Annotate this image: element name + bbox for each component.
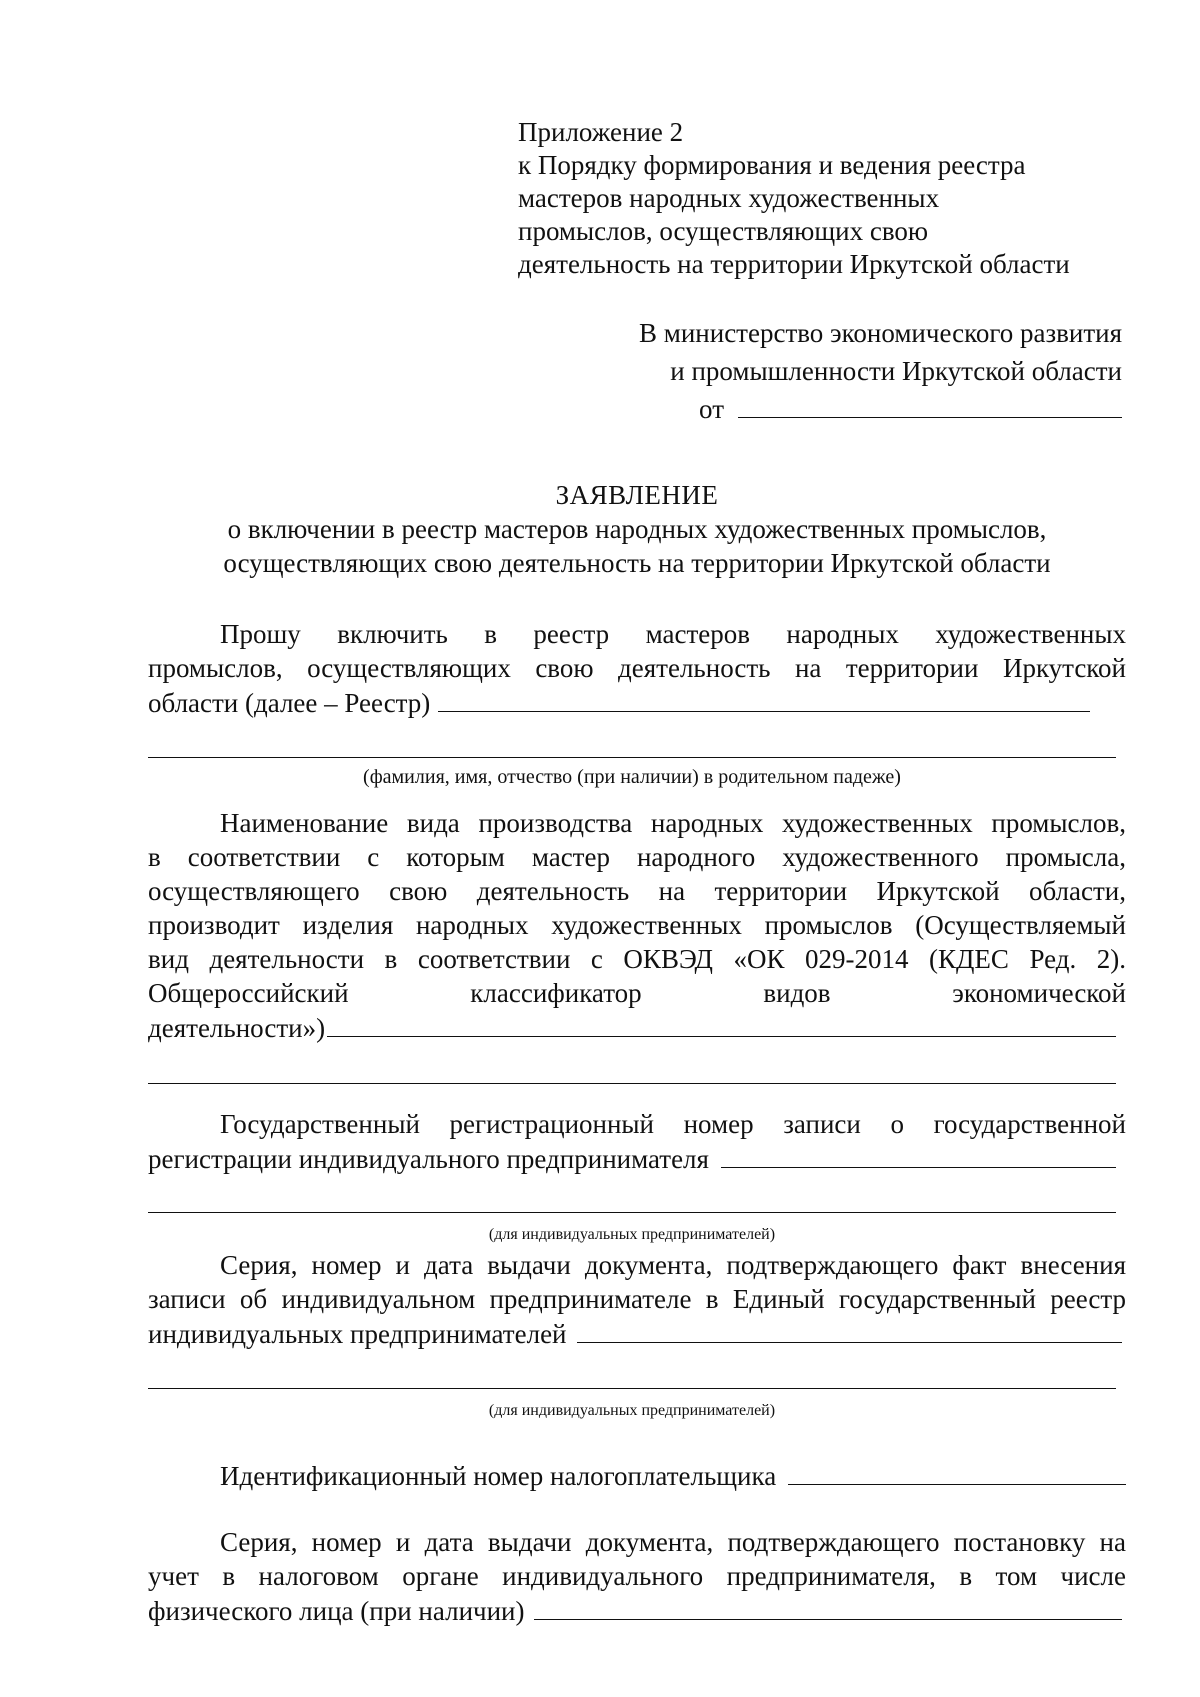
text-line-with-blank [148, 1316, 1126, 1351]
text-line: осуществляющего свою деятельность на территории Иркутской области, [148, 876, 1126, 906]
egrip-field-blank[interactable] [577, 1316, 1123, 1343]
text-line: производит изделия народных художественных промыслов (Осуществляемый [148, 910, 1126, 940]
paragraph-request [148, 617, 1126, 720]
appendix-header [518, 116, 1138, 281]
field-caption: (фамилия, имя, отчество (при наличии) в родительном падеже) [363, 766, 901, 788]
text-line: в соответствии с которым мастер народного художественного промысла, [148, 842, 1126, 872]
text-line: Идентификационный номер налогоплательщика [220, 1461, 777, 1491]
from-line [422, 390, 1122, 428]
activity-field-blank[interactable] [327, 1010, 1116, 1037]
text-line: деятельности») [148, 1013, 326, 1043]
title-block [148, 478, 1126, 580]
text-line: области (далее – Реестр) [148, 688, 431, 718]
text-line: Серия, номер и дата выдачи документа, подтверждающего факт внесения [220, 1250, 1126, 1280]
from-label: от [699, 394, 724, 424]
text-line: Общероссийский классификатор видов экономической [148, 978, 1126, 1008]
document-subtitle: о включении в реестр мастеров народных художественных промыслов, [227, 514, 1047, 544]
field-caption: (для индивидуальных предпринимателей) [488, 1402, 776, 1419]
addressee-block [422, 314, 1122, 428]
text-line: индивидуальных предпринимателей [148, 1319, 567, 1349]
text-line-with-blank [148, 1593, 1126, 1628]
text-line-with-blank [148, 1458, 1126, 1493]
text-line: промыслов, осуществляющих свою деятельность на территории Иркутской [148, 653, 1126, 683]
text-line-with-blank [148, 1141, 1126, 1176]
tax-registration-field-blank[interactable] [534, 1593, 1122, 1620]
text-line: Серия, номер и дата выдачи документа, подтверждающего постановку на [220, 1527, 1126, 1557]
paragraph-ogrnip [148, 1107, 1126, 1176]
addressee-line: В министерство экономического развития [639, 318, 1122, 348]
paragraph-inn [148, 1458, 1126, 1493]
field-caption: (для индивидуальных предпринимателей) [488, 1226, 776, 1243]
ogrnip-field-rule[interactable] [148, 1212, 1116, 1213]
activity-field-rule[interactable] [148, 1083, 1116, 1084]
paragraph-production-type [148, 806, 1126, 1045]
appendix-line: промыслов, осуществляющих свою [518, 216, 929, 246]
text-line: физического лица (при наличии) [148, 1596, 525, 1626]
text-line: Прошу включить в реестр мастеров народных художественных [220, 619, 1126, 649]
name-field-blank[interactable] [438, 685, 1090, 712]
addressee-line: и промышленности Иркутской области [670, 356, 1122, 386]
paragraph-tax-registration [148, 1525, 1126, 1628]
text-line-with-blank [148, 1010, 1126, 1045]
appendix-line: Приложение 2 [518, 117, 684, 147]
document-subtitle: осуществляющих свою деятельность на территории Иркутской области [223, 548, 1051, 578]
appendix-line: мастеров народных художественных [518, 183, 940, 213]
text-line: вид деятельности в соответствии с ОКВЭД «ОК 029-2014 (КДЕС Ред. 2). [148, 944, 1126, 974]
document-title: ЗАЯВЛЕНИЕ [555, 480, 719, 510]
appendix-line: к Порядку формирования и ведения реестра [518, 150, 1026, 180]
paragraph-egrip-document [148, 1248, 1126, 1351]
name-field-rule[interactable] [148, 757, 1116, 758]
inn-field-blank[interactable] [788, 1458, 1126, 1485]
text-line: Государственный регистрационный номер записи о государственной [220, 1109, 1126, 1139]
ogrnip-field-blank[interactable] [721, 1141, 1116, 1168]
text-line: записи об индивидуальном предпринимателе в Единый государственный реестр [148, 1284, 1126, 1314]
from-field-blank[interactable] [738, 391, 1122, 418]
text-line-with-blank [148, 685, 1126, 720]
text-line: учет в налоговом органе индивидуального предпринимателя, в том числе [148, 1561, 1126, 1591]
text-line: регистрации индивидуального предпринимателя [148, 1144, 709, 1174]
appendix-line: деятельность на территории Иркутской области [518, 249, 1070, 279]
egrip-field-rule[interactable] [148, 1388, 1116, 1389]
text-line: Наименование вида производства народных художественных промыслов, [220, 808, 1126, 838]
